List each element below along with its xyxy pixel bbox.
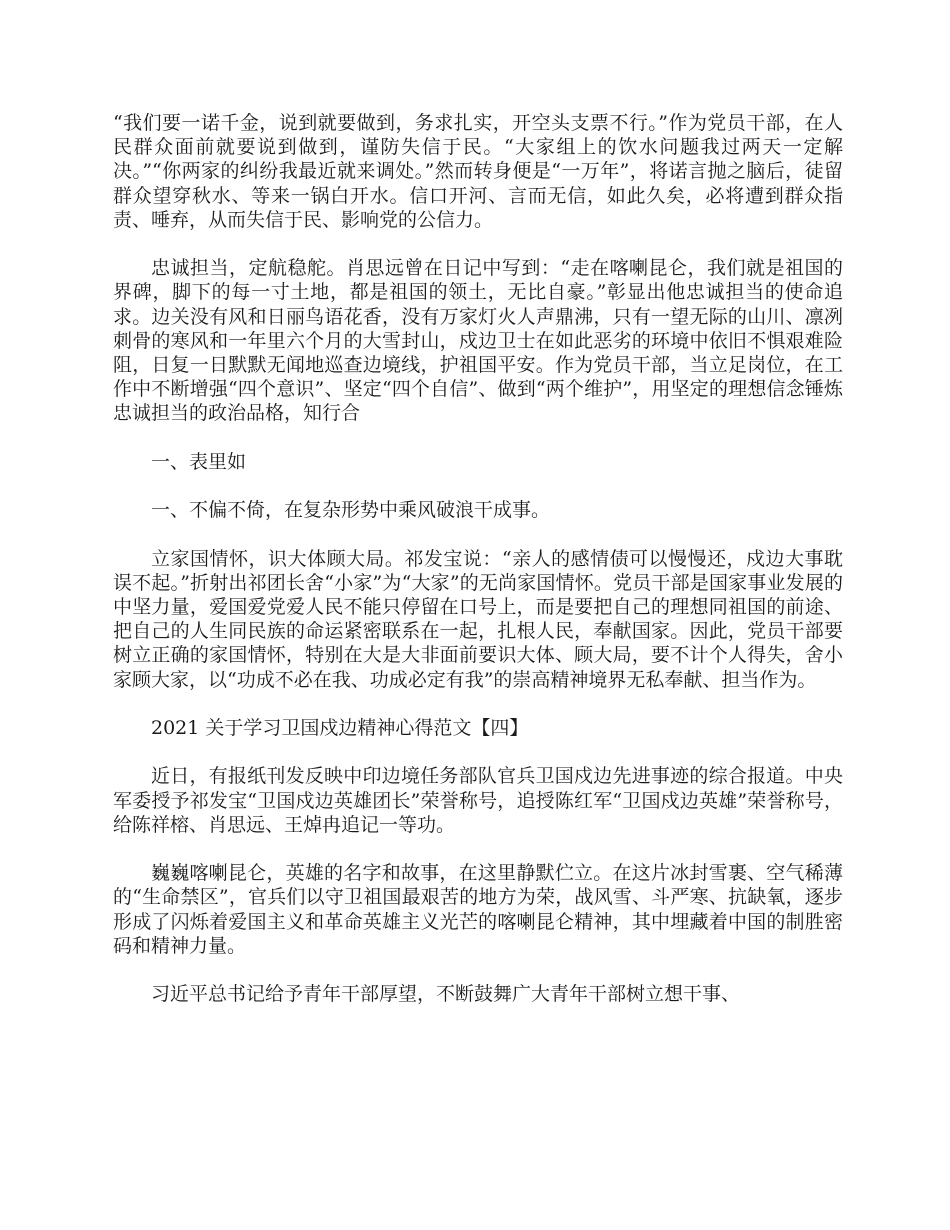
- paragraph-youth-cadres: 习近平总书记给予青年干部厚望，不断鼓舞广大青年干部树立想干事、: [151, 983, 741, 1006]
- section-heading-impartial: 一、不偏不倚，在复杂形势中乘风破浪干成事。: [151, 499, 551, 522]
- paragraph-karakoram: 巍巍喀喇昆仑，英雄的名字和故事，在这里静默伫立。在这片冰封雪裹、空气稀薄的“生命禁区”，官兵们以守卫祖国最艰苦的地方为荣，战风雪、斗严寒、抗缺氧，逐步形成了闪烁着爱国主义和革命英雄主义光芒的喀喇昆仑精神，其中埋藏着中国的制胜密码和精神力量。: [113, 862, 843, 957]
- paragraph-promise: “我们要一诺千金，说到就要做到，务求扎实，开空头支票不行。”作为党员干部，在人民群众面前就要说到做到，谨防失信于民。“大家组上的饮水问题我过两天一定解决。”“你两家的纠纷我最近就来调处。”然而转身便是“一万年”，将诺言抛之脑后，徒留群众望穿秋水、等来一锅白开水。信口开河、言而无信，如此久矣，必将遭到群众指责、唾弃，从而失信于民、影响党的公信力。: [113, 112, 843, 231]
- section-heading-inside-outside: 一、表里如: [151, 450, 247, 473]
- paragraph-report: 近日，有报纸刊发反映中印边境任务部队官兵卫国戍边先进事迹的综合报道。中央军委授予祁发宝“卫国戍边英雄团长”荣誉称号，追授陈红军“卫国戍边英雄”荣誉称号，给陈祥榕、肖思远、王焯冉追记一等功。: [113, 765, 843, 836]
- paragraph-loyalty: 忠诚担当，定航稳舵。肖思远曾在日记中写到：“走在喀喇昆仑，我们就是祖国的界碑，脚下的每一寸土地，都是祖国的领土，无比自豪。”彰显出他忠诚担当的使命追求。边关没有风和日丽鸟语花香，没有万家灯火人声鼎沸，只有一望无际的山川、凛冽刺骨的寒风和一年里六个月的大雪封山，戍边卫士在如此恶劣的环境中依旧不惧艰难险阻，日复一日默默无闻地巡查边境线，护祖国平安。作为党员干部，当立足岗位，在工作中不断增强“四个意识”、坚定“四个自信”、做到“两个维护”，用坚定的理想信念锤炼忠诚担当的政治品格，知行合: [113, 257, 843, 425]
- article-title-four: 2021 关于学习卫国戍边精神心得范文【四】: [151, 717, 529, 739]
- document-body: [113, 111, 843, 1031]
- paragraph-patriotism: 立家国情怀，识大体顾大局。祁发宝说：“亲人的感情债可以慢慢还，戍边大事耽误不起。”折射出祁团长舍“小家”为“大家”的无尚家国情怀。党员干部是国家事业发展的中坚力量，爱国爱党爱人民不能只停留在口号上，而是要把自己的理想同祖国的前途、把自己的人生同民族的命运紧密联系在一起，扎根人民，奉献国家。因此，党员干部要树立正确的家国情怀，特别在大是大非面前要识大体、顾大局，要不计个人得失，舍小家顾大家，以“功成不必在我、功成必定有我”的崇高精神境界无私奉献、担当作为。: [113, 547, 843, 691]
